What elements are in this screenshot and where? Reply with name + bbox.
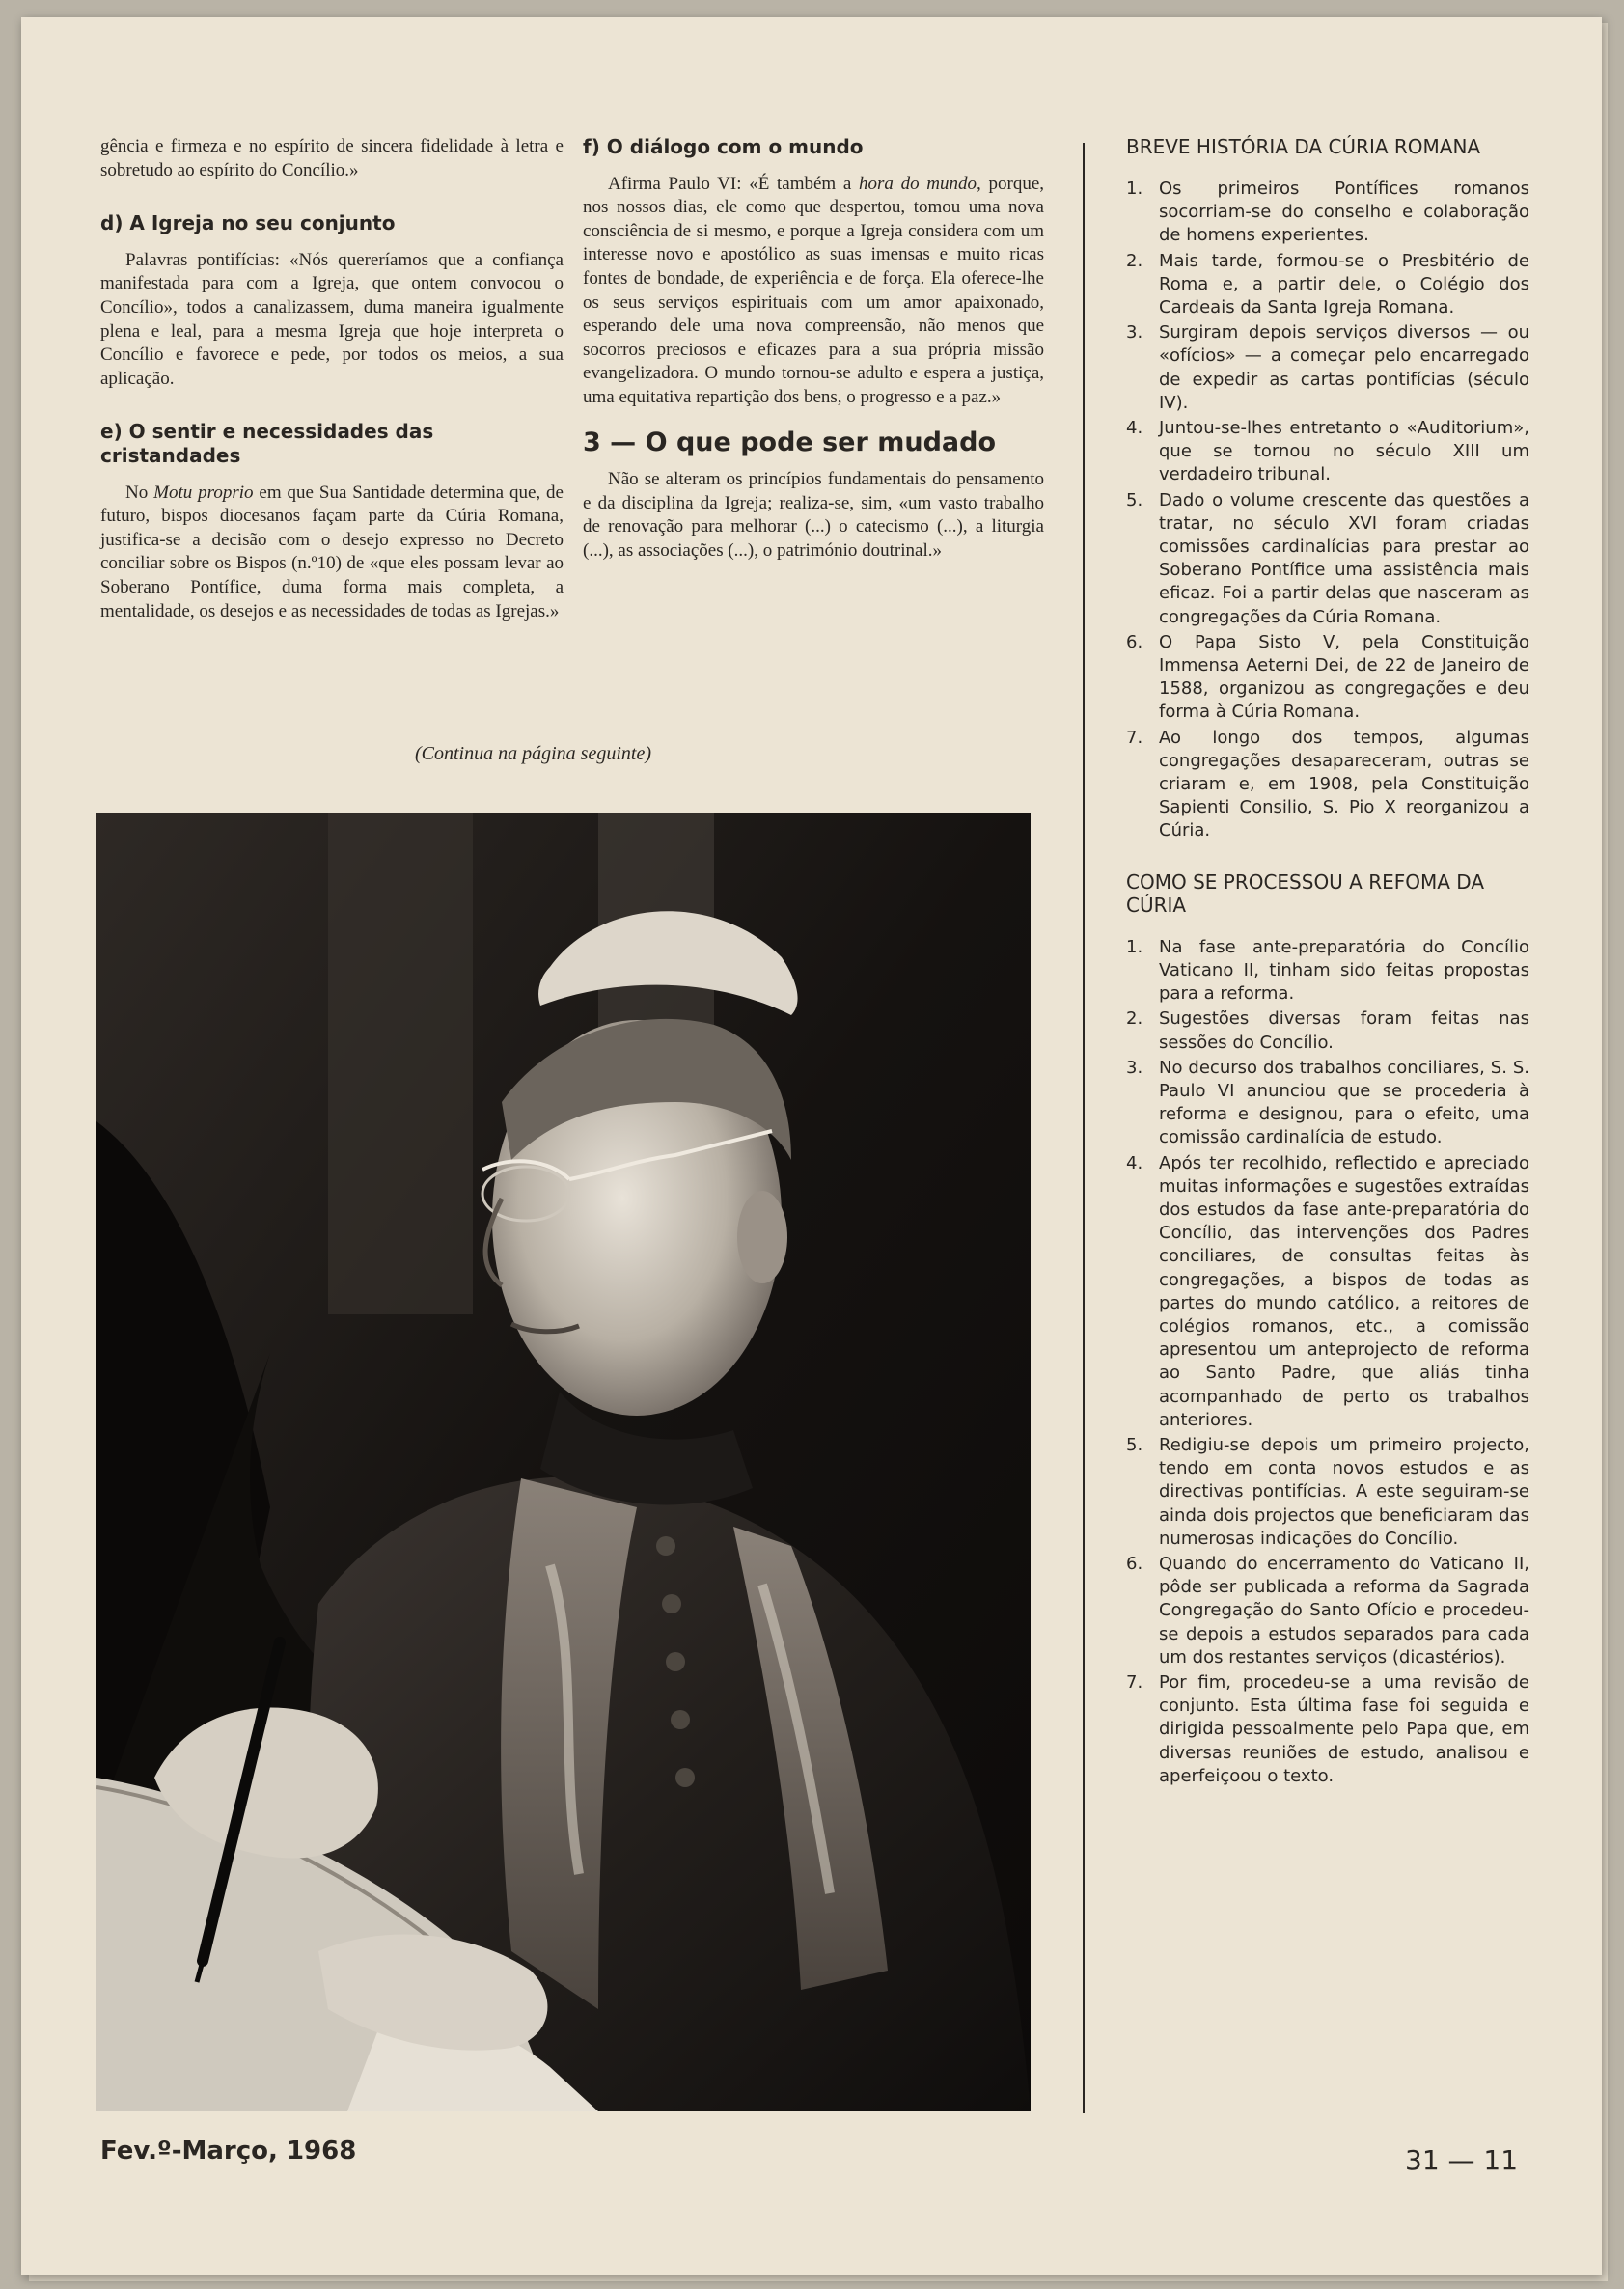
sidebar-title-history: BREVE HISTÓRIA DA CÚRIA ROMANA xyxy=(1126,135,1481,158)
list-item xyxy=(1126,1007,1529,1054)
text-run: em que Sua Santidade determina que, de futuro, bispos diocesanos façam parte da Cúria Romana, justifica-se a decisão com o desejo expresso no Decreto conciliar sobre os Bispos (n.º10) de «que eles possam levar ao Soberano Pontífice, duma forma mais completa, a mentalidade, os desejos e as necessidades de todas as Igrejas.» xyxy=(100,482,564,621)
page-number: 31 — 11 xyxy=(1405,2144,1519,2176)
list-text: Por fim, procedeu-se a uma revisão de conjunto. Esta última fase foi seguida e dirigida pessoalmente pelo Papa que, em diversas reuniões de estudo, analisou e aperfeiçoou o texto. xyxy=(1159,1671,1529,1786)
list-number: 1. xyxy=(1126,179,1143,199)
reform-list xyxy=(1126,936,1529,1788)
list-number: 1. xyxy=(1126,936,1143,957)
section-3-paragraph: Não se alteram os princípios fundamentais do pensamento e da disciplina da Igreja; realiza-se, sim, «um vasto trabalho de renovação para melhorar (...) o catecismo (...), a liturgia (...), as associações (...), o património doutrinal.» xyxy=(583,469,1044,561)
list-number: 6. xyxy=(1126,1553,1143,1574)
list-number: 5. xyxy=(1126,489,1143,510)
list-number: 3. xyxy=(1126,322,1143,344)
italic-run: hora do mundo, xyxy=(859,173,981,194)
list-text: Dado o volume crescente das questões a tratar, no século XVI foram criadas comissões cardinalícias para prestar ao Soberano Pontífice uma assistência mais eficaz. Foi a partir delas que nasceram as congregações da Cúria Romana. xyxy=(1159,489,1529,627)
list-item xyxy=(1126,631,1529,725)
list-item xyxy=(1126,250,1529,320)
list-item xyxy=(1126,1553,1529,1669)
section-f-paragraph xyxy=(583,173,1044,410)
list-text: Sugestões diversas foram feitas nas sessões do Concílio. xyxy=(1159,1008,1529,1053)
list-item xyxy=(1126,1152,1529,1432)
text-run: porque, nos nossos dias, ele como que despertou, tomou uma nova consciência de si mesmo, e porque a Igreja considera com um interesse novo e apostólico as suas imensas e muito ricas fontes de bondade, de experiência e de força. Ela oferece-lhe os seus serviços espirituais com um amor apaixonado, esperando dele uma nova compreensão, não menos que socorros preciosos e eficazes para a sua própria missão evangelizadora. O mundo tornou-se adulto e espera a justiça, uma equitativa repartição dos bens, o progresso e a paz.» xyxy=(583,173,1044,407)
list-item xyxy=(1126,936,1529,1007)
section-d-paragraph: Palavras pontifícias: «Nós quereríamos que a confiança manifestada para com a Igreja, que ontem convocou o Concílio», todos a canalizassem, duma maneira igualmente plena e leal, para a mesma Igreja que hoje interpreta o Concílio e favorece e pede, por todos os meios, a sua aplicação. xyxy=(100,249,564,389)
list-text: Redigiu-se depois um primeiro projecto, tendo em conta novos estudos e as directivas pontifícias. A este seguiram-se ainda dois projectos que beneficiaram das numerosas indicações do Concílio. xyxy=(1159,1434,1529,1549)
column-middle xyxy=(583,135,1044,564)
list-text: Surgiram depois serviços diversos — ou «ofícios» — a começar pelo encarregado de expedir as cartas pontifícias (século IV). xyxy=(1159,322,1529,413)
issue-date: Fev.º-Março, 1968 xyxy=(100,2137,357,2165)
section-e-heading: e) O sentir e necessidades das cristandades xyxy=(100,420,434,467)
list-item xyxy=(1126,417,1529,487)
list-text: Na fase ante-preparatória do Concílio Vaticano II, tinham sido feitas propostas para a reforma. xyxy=(1159,936,1529,1005)
italic-run: Motu proprio xyxy=(153,482,254,503)
list-text: O Papa Sisto V, pela Constituição Immensa Aeterni Dei, de 22 de Janeiro de 1588, organizou as congregações e deu forma à Cúria Romana. xyxy=(1159,631,1529,723)
list-number: 5. xyxy=(1126,1434,1143,1455)
text-run: No xyxy=(125,482,154,503)
column-left xyxy=(100,135,564,623)
list-text: No decurso dos trabalhos conciliares, S. S. Paulo VI anunciou que se procederia à reforma e designou, para o efeito, uma comissão cardinalícia de estudo. xyxy=(1159,1057,1529,1148)
pope-photo xyxy=(96,813,1031,2111)
list-number: 2. xyxy=(1126,250,1143,271)
list-number: 4. xyxy=(1126,418,1143,439)
list-text: Juntou-se-lhes entretanto o «Auditorium», que se tornou no século XIII um verdadeiro tribunal. xyxy=(1159,418,1529,485)
list-number: 4. xyxy=(1126,1152,1143,1173)
list-item xyxy=(1126,1434,1529,1551)
list-number: 2. xyxy=(1126,1008,1143,1030)
list-number: 7. xyxy=(1126,1671,1143,1693)
section-3-heading: 3 — O que pode ser mudado xyxy=(583,427,996,457)
list-text: Mais tarde, formou-se o Presbitério de Roma e, a partir dele, o Colégio dos Cardeais da Santa Igreja Romana. xyxy=(1159,250,1529,318)
pope-photo-drawing xyxy=(96,813,1031,2111)
list-item xyxy=(1126,1671,1529,1788)
section-e-paragraph xyxy=(100,482,564,624)
list-text: Após ter recolhido, reflectido e apreciado muitas informações e sugestões extraídas dos estudos da fase ante-preparatória do Concílio, das intervenções dos Padres conciliares, de consultas feitas às congregações, a bispos de todas as partes do mundo católico, a reitores de colégios romanos, etc., a comissão apresentou um anteprojecto de reforma ao Santo Padre, que aliás tinha acompanhado de perto os trabalhos anteriores. xyxy=(1159,1152,1529,1430)
text-run: Afirma Paulo VI: «É também a xyxy=(608,173,860,194)
section-f-heading: f) O diálogo com o mundo xyxy=(583,135,864,158)
intro-paragraph: gência e firmeza e no espírito de sincera fidelidade à letra e sobretudo ao espírito do Concílio.» xyxy=(100,136,564,180)
list-item xyxy=(1126,727,1529,843)
list-item xyxy=(1126,489,1529,629)
list-number: 3. xyxy=(1126,1057,1143,1078)
list-item xyxy=(1126,321,1529,415)
sidebar xyxy=(1126,135,1529,1790)
list-item xyxy=(1126,1057,1529,1150)
sidebar-title-reform: COMO SE PROCESSOU A REFOMA DA CÚRIA xyxy=(1126,869,1485,917)
list-item xyxy=(1126,178,1529,248)
list-text: Ao longo dos tempos, algumas congregações desapareceram, outras se criaram e, em 1908, pela Constituição Sapienti Consilio, S. Pio X reorganizou a Cúria. xyxy=(1159,727,1529,841)
continued-note: (Continua na página seguinte) xyxy=(415,743,651,764)
list-number: 7. xyxy=(1126,727,1143,748)
list-text: Quando do encerramento do Vaticano II, pôde ser publicada a reforma da Sagrada Congregação do Santo Ofício e procedeu-se depois a estudos separados para cada um dos restantes serviços (dicastérios). xyxy=(1159,1553,1529,1668)
section-d-heading: d) A Igreja no seu conjunto xyxy=(100,211,396,235)
list-number: 6. xyxy=(1126,631,1143,652)
list-text: Os primeiros Pontífices romanos socorriam-se do conselho e colaboração de homens experientes. xyxy=(1159,179,1529,246)
history-list xyxy=(1126,178,1529,843)
column-divider xyxy=(1083,143,1085,2113)
